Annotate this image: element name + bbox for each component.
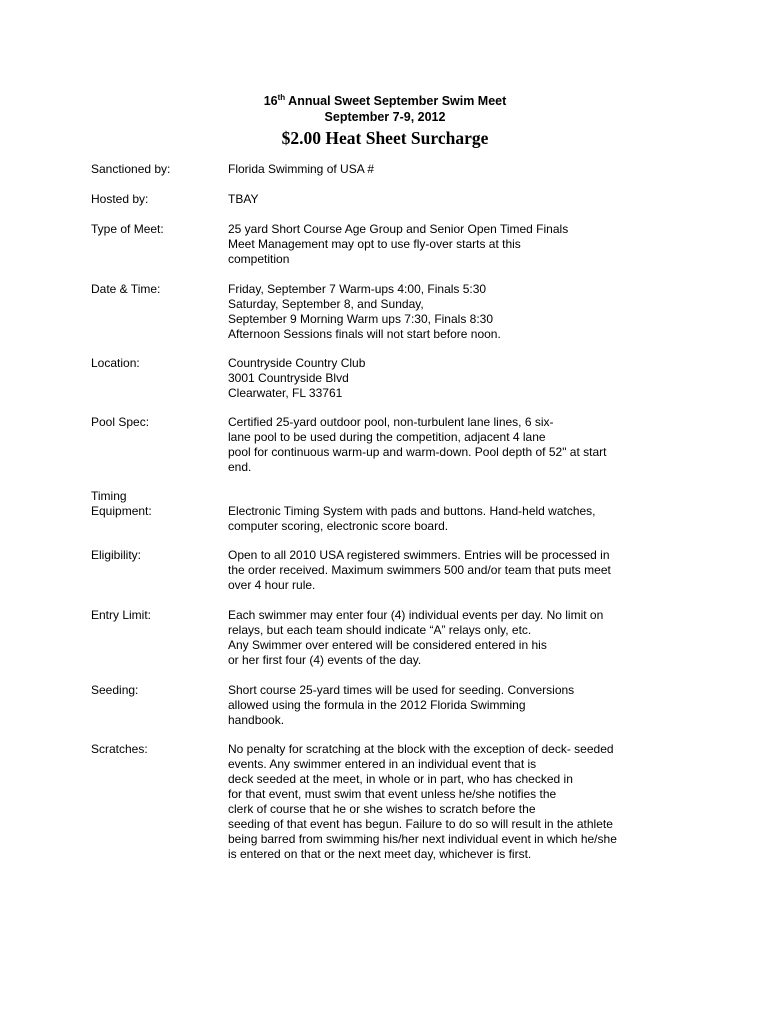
field-value-sanctioned-by (228, 162, 651, 177)
field-label-sanctioned-by: Sanctioned by: (91, 162, 171, 176)
document-header (0, 93, 770, 149)
field-value-timing-equipment (228, 489, 651, 534)
field-value-line: 3001 Countryside Blvd (228, 371, 349, 385)
field-value-line: handbook. (228, 713, 285, 727)
field-value-date-time (228, 282, 651, 342)
meet-title-text: Annual Sweet September Swim Meet (285, 94, 507, 108)
field-value-scratches (228, 742, 651, 862)
field-value-line: Clearwater, FL 33761 (228, 386, 343, 400)
field-value-eligibility (228, 548, 651, 593)
field-value-line: Meet Management may opt to use fly-over starts at this (228, 237, 521, 251)
field-value-line: Short course 25-yard times will be used for seeding. Conversions (228, 683, 575, 697)
field-label-eligibility: Eligibility: (91, 548, 142, 562)
field-sanctioned-by (91, 162, 651, 177)
field-label-scratches: Scratches: (91, 742, 148, 756)
field-label-pool-spec: Pool Spec: (91, 415, 150, 429)
field-label-type-of-meet: Type of Meet: (91, 222, 164, 236)
heat-sheet-surcharge: $2.00 Heat Sheet Surcharge (281, 128, 489, 148)
field-value-line: 25 yard Short Course Age Group and Senior Open Timed Finals (228, 222, 569, 236)
field-value-type-of-meet (228, 222, 651, 267)
field-value-line: seeding of that event has begun. Failure to do so will result in the athlete (228, 817, 613, 831)
field-label-date-time: Date & Time: (91, 282, 161, 296)
field-value-line: lane pool to be used during the competition, adjacent 4 lane (228, 430, 546, 444)
field-value-location (228, 356, 651, 401)
field-value-line: Countryside Country Club (228, 356, 366, 370)
field-value-line: Open to all 2010 USA registered swimmers. Entries will be processed in (228, 548, 610, 562)
field-value-line: Any Swimmer over entered will be considered entered in his (228, 638, 547, 652)
field-seeding (91, 683, 651, 728)
field-value-line: deck seeded at the meet, in whole or in part, who has checked in (228, 772, 573, 786)
field-value-line: events. Any swimmer entered in an individual event that is (228, 757, 537, 771)
field-value-line: end. (228, 460, 252, 474)
field-value-line: TBAY (228, 192, 259, 206)
field-timing-equipment (91, 489, 651, 534)
field-hosted-by (91, 192, 651, 207)
field-value-line: Afternoon Sessions finals will not start before noon. (228, 327, 501, 341)
meet-title (0, 93, 770, 109)
field-value-line: Florida Swimming of USA # (228, 162, 375, 176)
field-value-line: competition (228, 252, 290, 266)
field-value-line: is entered on that or the next meet day, whichever is first. (228, 847, 532, 861)
meet-ordinal: 16 (263, 94, 278, 108)
field-label-location: Location: (91, 356, 140, 370)
field-value-line: over 4 hour rule. (228, 578, 316, 592)
field-location (91, 356, 651, 401)
field-value-pool-spec (228, 415, 651, 475)
field-label-hosted-by: Hosted by: (91, 192, 149, 206)
field-value-line: allowed using the formula in the 2012 Florida Swimming (228, 698, 526, 712)
field-value-entry-limit (228, 608, 651, 668)
field-label-timing-equipment: Timing Equipment: (91, 489, 152, 518)
field-eligibility (91, 548, 651, 593)
field-label-entry-limit: Entry Limit: (91, 608, 152, 622)
field-value-line: Electronic Timing System with pads and buttons. Hand-held watches, (228, 504, 596, 518)
field-value-line: Saturday, September 8, and Sunday, (228, 297, 424, 311)
value-spacer (228, 489, 651, 504)
field-label-seeding: Seeding: (91, 683, 139, 697)
meet-ordinal-suffix: th (277, 93, 286, 102)
field-value-hosted-by (228, 192, 651, 207)
field-date-time (91, 282, 651, 342)
field-entry-limit (91, 608, 651, 668)
field-value-line: September 9 Morning Warm ups 7:30, Finals 8:30 (228, 312, 494, 326)
field-value-line: the order received. Maximum swimmers 500 and/or team that puts meet (228, 563, 611, 577)
field-value-line: being barred from swimming his/her next individual event in which he/she (228, 832, 617, 846)
field-type-of-meet (91, 222, 651, 267)
field-value-seeding (228, 683, 651, 728)
field-scratches (91, 742, 651, 862)
field-value-line: computer scoring, electronic score board. (228, 519, 449, 533)
field-value-line: or her first four (4) events of the day. (228, 653, 422, 667)
field-value-line: No penalty for scratching at the block with the exception of deck- seeded (228, 742, 614, 756)
field-value-line: Certified 25-yard outdoor pool, non-turbulent lane lines, 6 six- (228, 415, 554, 429)
field-value-line: Friday, September 7 Warm-ups 4:00, Finals 5:30 (228, 282, 487, 296)
meet-dates: September 7-9, 2012 (324, 110, 446, 124)
field-value-line: relays, but each team should indicate “A” relays only, etc. (228, 623, 532, 637)
field-value-line: clerk of course that he or she wishes to scratch before the (228, 802, 536, 816)
field-value-line: pool for continuous warm-up and warm-down. Pool depth of 52" at start (228, 445, 607, 459)
field-value-line: Each swimmer may enter four (4) individual events per day. No limit on (228, 608, 604, 622)
field-pool-spec (91, 415, 651, 475)
field-value-line: for that event, must swim that event unless he/she notifies the (228, 787, 557, 801)
